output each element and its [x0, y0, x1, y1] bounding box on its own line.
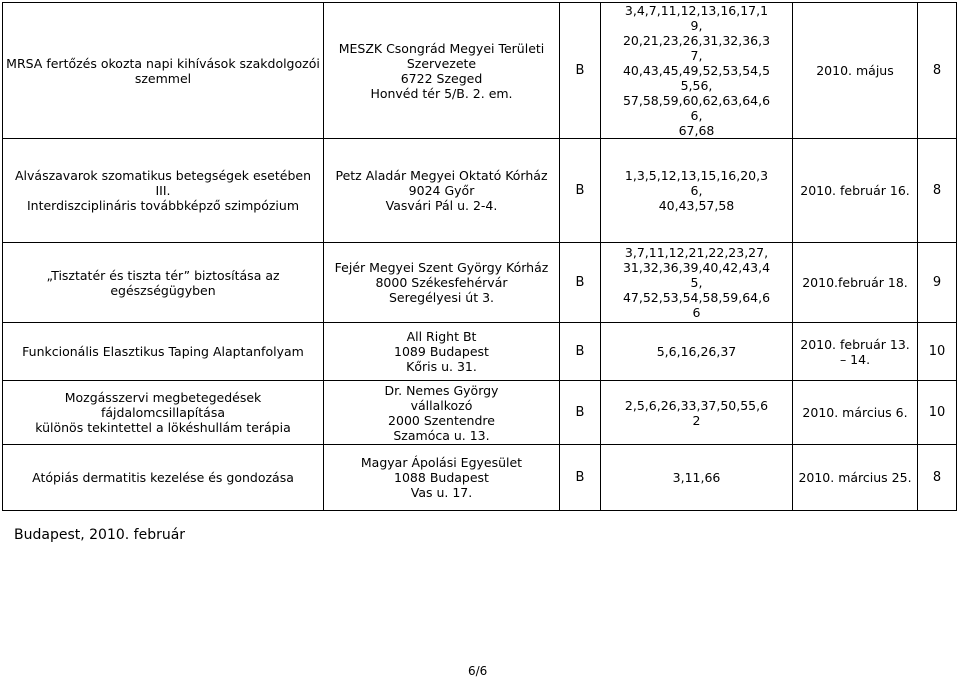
organizer: MESZK Csongrád Megyei Területi Szervezete 6722 Szeged Honvéd tér 5/B. 2. em.: [324, 3, 560, 139]
codes: 3,4,7,11,12,13,16,17,1 9, 20,21,23,26,31,32,36,3 7, 40,43,45,49,52,53,54,5 5,56, 57,58,59,60,62,63,64,6 6, 67,68: [601, 3, 793, 139]
table-row: [3, 139, 957, 243]
event-title: Atópiás dermatitis kezelése és gondozása: [3, 445, 324, 511]
organizer: Dr. Nemes György vállalkozó 2000 Szentendre Szamóca u. 13.: [324, 381, 560, 445]
event-title: „Tisztatér és tiszta tér” biztosítása az egészségügyben: [3, 243, 324, 323]
credit-points: 8: [918, 139, 957, 243]
category-letter: B: [560, 323, 601, 381]
table-row: [3, 445, 957, 511]
category-letter: B: [560, 3, 601, 139]
page-number: 6/6: [468, 664, 488, 678]
category-letter: B: [560, 243, 601, 323]
event-title: Alvászavarok szomatikus betegségek esetében III. Interdiszciplináris továbbképző szimpózium: [3, 139, 324, 243]
category-letter: B: [560, 381, 601, 445]
codes: 2,5,6,26,33,37,50,55,6 2: [601, 381, 793, 445]
table-row: [3, 381, 957, 445]
category-letter: B: [560, 445, 601, 511]
table-row: [3, 323, 957, 381]
organizer: All Right Bt 1089 Budapest Kőris u. 31.: [324, 323, 560, 381]
category-letter: B: [560, 139, 601, 243]
organizer: Petz Aladár Megyei Oktató Kórház 9024 Győr Vasvári Pál u. 2-4.: [324, 139, 560, 243]
events-table: [2, 2, 957, 511]
event-date: 2010. március 6.: [793, 381, 918, 445]
credit-points: 9: [918, 243, 957, 323]
event-date: 2010. február 16.: [793, 139, 918, 243]
credit-points: 10: [918, 381, 957, 445]
event-title: Mozgásszervi megbetegedések fájdalomcsillapítása különös tekintettel a lökéshullám terápia: [3, 381, 324, 445]
place-and-date: Budapest, 2010. február: [14, 527, 186, 543]
organizer: Fejér Megyei Szent György Kórház 8000 Székesfehérvár Seregélyesi út 3.: [324, 243, 560, 323]
table-row: [3, 3, 957, 139]
organizer: Magyar Ápolási Egyesület 1088 Budapest Vas u. 17.: [324, 445, 560, 511]
codes: 1,3,5,12,13,15,16,20,3 6, 40,43,57,58: [601, 139, 793, 243]
event-date: 2010. február 13. – 14.: [793, 323, 918, 381]
credit-points: 8: [918, 3, 957, 139]
event-date: 2010. március 25.: [793, 445, 918, 511]
event-date: 2010. május: [793, 3, 918, 139]
table-row: [3, 243, 957, 323]
credit-points: 8: [918, 445, 957, 511]
codes: 3,7,11,12,21,22,23,27, 31,32,36,39,40,42,43,4 5, 47,52,53,54,58,59,64,6 6: [601, 243, 793, 323]
codes: 3,11,66: [601, 445, 793, 511]
credit-points: 10: [918, 323, 957, 381]
event-title: Funkcionális Elasztikus Taping Alaptanfolyam: [3, 323, 324, 381]
event-date: 2010.február 18.: [793, 243, 918, 323]
event-title: MRSA fertőzés okozta napi kihívások szakdolgozói szemmel: [3, 3, 324, 139]
codes: 5,6,16,26,37: [601, 323, 793, 381]
